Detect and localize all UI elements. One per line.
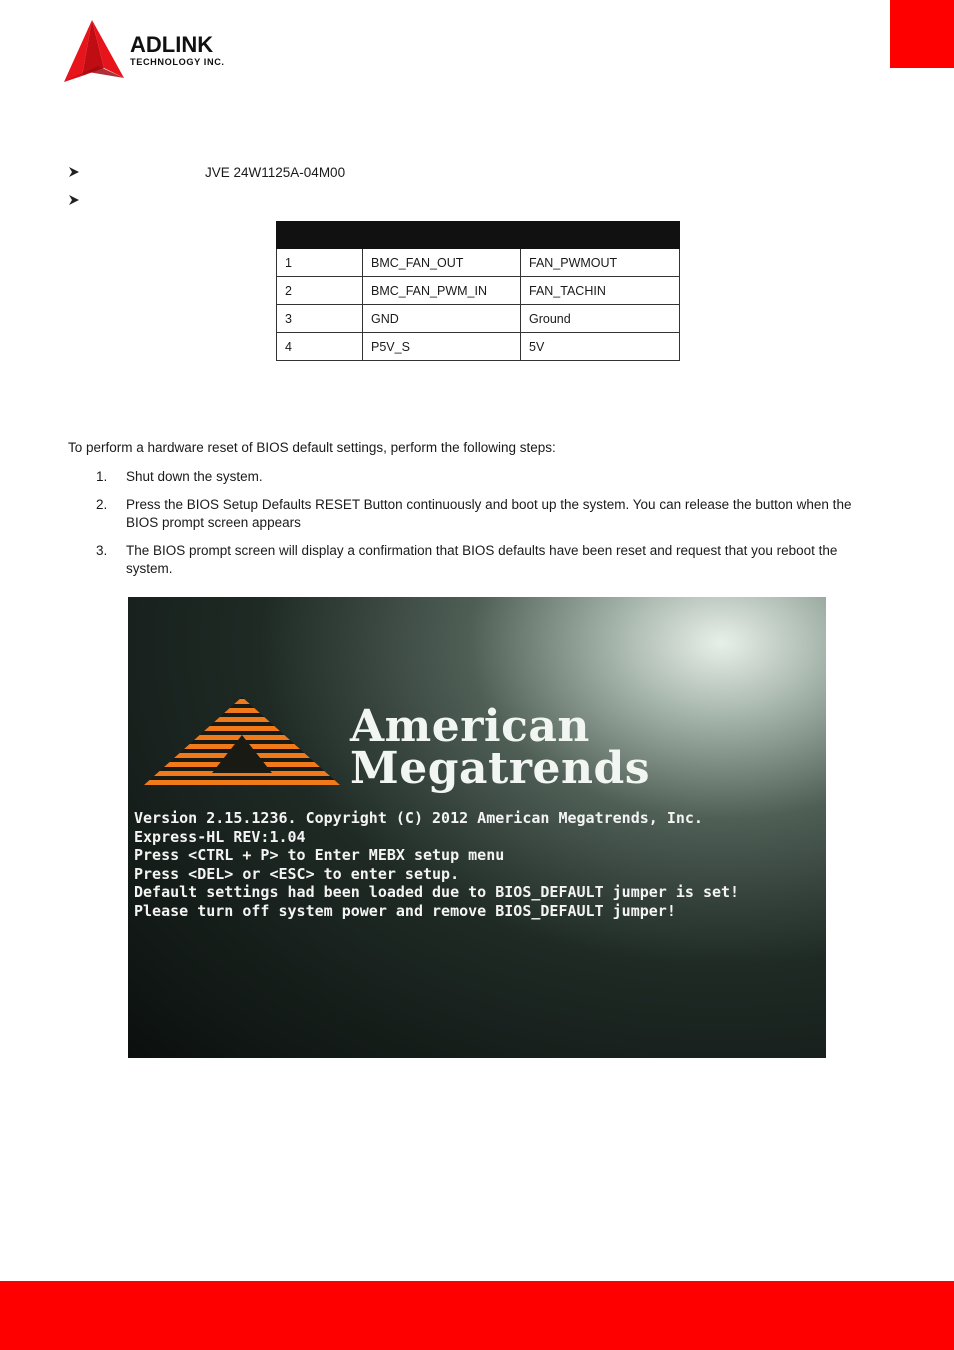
bios-line: Version 2.15.1236. Copyright (C) 2012 American Megatrends, Inc. xyxy=(134,809,703,827)
step-number: 2. xyxy=(96,497,108,512)
pin-signal: BMC_FAN_PWM_IN xyxy=(363,277,521,305)
bios-line: Express-HL REV:1.04 xyxy=(134,827,306,846)
pin-function: 5V xyxy=(521,333,680,361)
step-text: Shut down the system. xyxy=(126,469,263,484)
bios-line: Default settings had been loaded due to BIOS_DEFAULT jumper is set! xyxy=(134,883,740,901)
reset-intro: To perform a hardware reset of BIOS default settings, perform the following steps: xyxy=(68,440,556,455)
step-text: Press the BIOS Setup Defaults RESET Button continuously and boot up the system. You can release the button when the BIOS prompt screen appears xyxy=(126,497,852,530)
bios-line: Please turn off system power and remove BIOS_DEFAULT jumper! xyxy=(134,901,676,920)
table-row xyxy=(277,277,680,305)
ami-triangle-logo xyxy=(142,695,342,787)
pin-function: FAN_PWMOUT xyxy=(521,249,680,277)
pin-number: 1 xyxy=(277,249,363,277)
pin-number: 2 xyxy=(277,277,363,305)
arrow-bullet-icon xyxy=(68,166,80,178)
step-item xyxy=(96,542,886,578)
table-row xyxy=(277,249,680,277)
header-cell xyxy=(521,222,680,249)
logo-wordmark: ADLINK xyxy=(130,32,214,57)
reset-steps xyxy=(96,468,886,588)
footer-bar xyxy=(0,1281,954,1350)
pin-function: Ground xyxy=(521,305,680,333)
step-number: 3. xyxy=(96,543,108,558)
pin-function: FAN_TACHIN xyxy=(521,277,680,305)
bullet-connector-part xyxy=(68,164,346,180)
connector-part-number: JVE 24W1125A-04M00 xyxy=(205,164,346,180)
fan-pin-table xyxy=(276,221,680,361)
adlink-logo xyxy=(58,18,268,86)
header-cell xyxy=(277,222,363,249)
ami-brand-line2: Megatrends xyxy=(350,743,651,794)
table-row xyxy=(277,333,680,361)
bios-line: Press <DEL> or <ESC> to enter setup. xyxy=(134,864,460,883)
header-cell xyxy=(363,222,521,249)
step-item xyxy=(96,468,886,486)
bios-prompt-screenshot xyxy=(128,597,826,1058)
logo-tagline: TECHNOLOGY INC. xyxy=(130,57,225,67)
arrow-bullet-icon xyxy=(68,194,80,206)
corner-tab xyxy=(890,0,954,68)
step-number: 1. xyxy=(96,469,108,484)
table-header-row xyxy=(277,222,680,249)
bios-line: Press <CTRL + P> to Enter MEBX setup menu xyxy=(134,846,505,864)
step-text: The BIOS prompt screen will display a confirmation that BIOS defaults have been reset and request that you reboot the system. xyxy=(126,543,838,576)
pin-number: 3 xyxy=(277,305,363,333)
pin-number: 4 xyxy=(277,333,363,361)
pin-signal: P5V_S xyxy=(363,333,521,361)
bios-text-block xyxy=(134,809,739,920)
pin-signal: GND xyxy=(363,305,521,333)
bullet-pin-definition xyxy=(68,194,88,206)
pin-signal: BMC_FAN_OUT xyxy=(363,249,521,277)
table-row xyxy=(277,305,680,333)
ami-brand-line1: American xyxy=(350,701,590,752)
step-item xyxy=(96,496,886,532)
